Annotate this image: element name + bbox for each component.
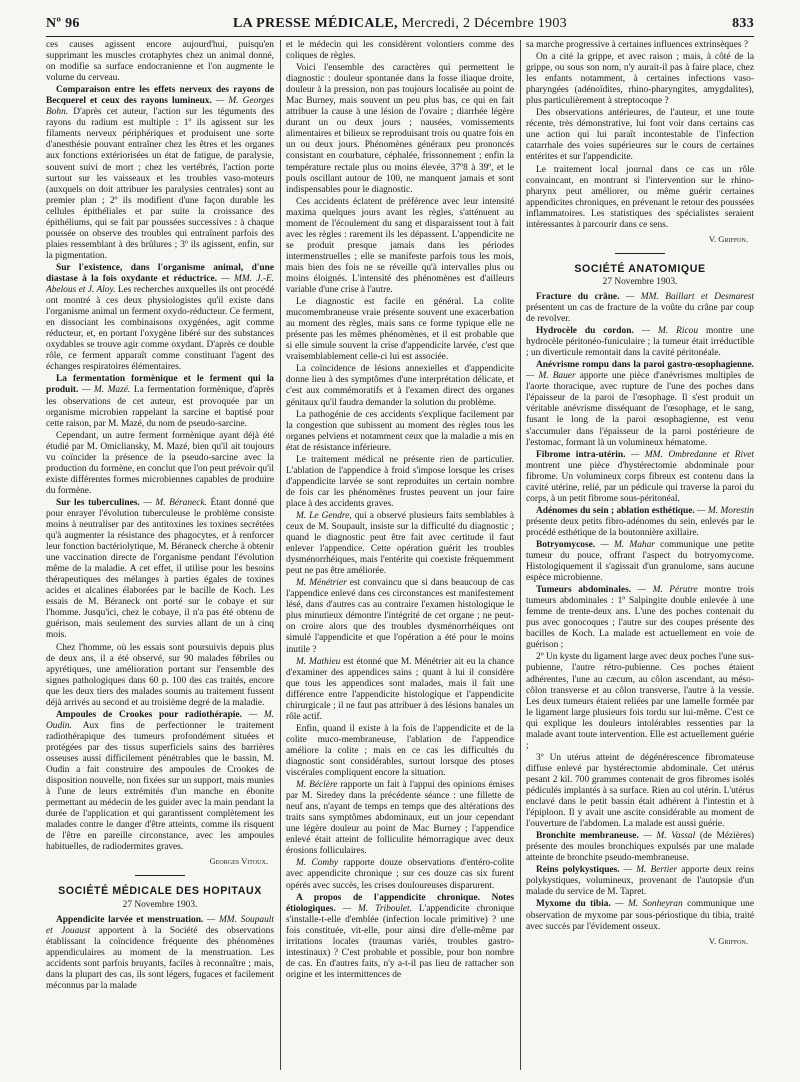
entry-hydrocele — [526, 326, 754, 359]
article-triboulet — [286, 893, 514, 981]
article-heading: Comparaison entre les effets nerveux des rayons de Becquerel et ceux des rayons lumineux. — [46, 85, 274, 107]
paragraph — [286, 858, 514, 891]
entry-heading: Adénomes du sein ; ablation esthétique. — [536, 505, 695, 516]
article-heading: Sur l'existence, dans l'organisme animal, d'une diastase à la fois oxydante et réductrice. — [46, 262, 274, 284]
article-heading: Ampoules de Crookes pour radiothérapie. — [56, 709, 242, 720]
entry-fracture — [526, 292, 754, 325]
paragraph-text: rapporte douze observations d'entéro-colite avec appendicite chronique ; sur ces douze cas six furent opérés avec succès, les crises douloureuses disparurent. — [286, 858, 514, 891]
column-divider — [280, 40, 281, 1070]
article-body: L'appendicite chronique s'installe-t-elle d'emblée (infection locale primitive) ? une fois constituée, vit-elle, pour ainsi dire d'elle-même par irritations locales (traumas variés, troubles gastro-intestinaux) ? C'est probable et possible, pour bon nombre de cas. En d'autres faits, n'y a-t-il pas lieu de rattacher son origine et les intermittences de — [286, 903, 514, 980]
section-rule — [135, 875, 185, 876]
page-number: 833 — [732, 16, 754, 31]
entry-bronchite — [526, 831, 754, 864]
speaker: M. Comby — [296, 858, 339, 869]
column-2 — [286, 40, 514, 1070]
entry-author: — M. Bauer — [526, 371, 576, 382]
signature: Georges Vitoux. — [209, 856, 268, 867]
paragraph: Des observations antérieures, de l'auteur, et une toute récente, très démonstrative, lui font voir dans certains cas une action qui lui paraît incontestable de l'infection catarrhale des voies supérieures sur le cours de certaines entérites et sur l'appendicite. — [526, 108, 754, 163]
article-abelous — [46, 263, 274, 373]
article-heading: A propos de l'appendicite chronique. Notes étiologiques. — [286, 892, 514, 914]
article-author: — M. Oudin. — [46, 709, 274, 731]
entry-heading: Tumeurs abdominales. — [536, 585, 632, 596]
article-author: — MM. Soupault et Jouaust — [46, 914, 274, 936]
entry-body: apporte une pièce d'anévrismes multiples de l'aorte thoracique, avec rupture de l'une des poches dans l'épaisseur de la paroi de l'œsophage. Il s'est produit un véritable anévrisme disséquant de l'œsophage, et le sang, fusant le long de la paroi œsophagienne, est venu s'accumuler dans l'épaisseur de la paroi postérieure de l'estomac, formant là un volumineux hématome. — [526, 371, 754, 448]
page-header — [46, 16, 754, 37]
paragraph-text: rapporte un fait à l'appui des opinions émises par M. Siredey dans la précédente séance : une fillette de neuf ans, n'ayant de temps en temps que des altérations des traits sans symptômes abdominaux, eut un jour cependant une légère douleur au point de Mac Burney ; l'appendice enlevé était atteint de folliculite hémorragique avec deux érosions folliculaires. — [286, 780, 514, 857]
paragraph: La coïncidence de lésions annexielles et d'appendicite donne lieu à des symptômes d'une interprétation délicate, et c'est aux commémoratifs et à l'examen direct des organes génitaux qu'il faudra demander la solution du problème. — [286, 364, 514, 408]
entry-body: communique une petite tumeur du pouce, offrant l'aspect du botryomycome. Histologiquement il s'agissait d'un granulome, sans aucune espèce microbienne. — [526, 539, 754, 584]
article-author: — M. Béraneck. — [143, 497, 207, 508]
speaker: M. Béclère — [296, 780, 338, 791]
issue-number: Nº 96 — [46, 16, 80, 31]
entry-myxome — [526, 899, 754, 932]
entry-heading: Hydrocèle du cordon. — [536, 326, 634, 337]
society-heading: SOCIÉTÉ ANATOMIQUE — [574, 262, 706, 275]
entry-author: — M. Sonheyran — [615, 899, 683, 910]
entry-reins — [526, 865, 754, 898]
entry-body: montre trois tumeurs abdominales : 1º Salpingite double enlevée à une femme de trente-deux ans. L'une des poches contenait du pus avec gonocoques ; l'autre sur des coupes présente des bacilles de Koch. La malade est actuellement en voie de guérison ; — [526, 585, 754, 651]
column-divider — [520, 40, 521, 1070]
article-oudin — [46, 710, 274, 854]
paragraph: Chez l'homme, où les essais sont poursuivis depuis plus de deux ans, il a été observé, sur 90 malades fébriles ou apyrétiques, une amélioration portant sur l'ensemble des signes pathologiques dans 60 p. 100 des cas traités, encore que les deux tiers des malades soumis au traitement fussent déjà arrivés au second et au troisième degré de la maladie. — [46, 642, 274, 708]
paragraph: Le diagnostic est facile en général. La colite mucomembraneuse vraie présente souvent une exacerbation au moment des règles, mais sans ce forme typique elle ne présente pas les mêmes phénomènes, et il est probable que si elle simule souvent la crise d'appendicite larvée, c'est que vraisemblablement celle-ci lui est associée. — [286, 297, 514, 363]
paragraph: Ces accidents éclatent de préférence avec leur intensité maxima quelques jours avant les règles, s'atténuent au moment de l'écoulement du sang et disparaissent tout à fait avec les règles : rarement ils les dépassent. L'appendicite ne se produit presque jamais dans les périodes intermenstruelles ; elle se manifeste parfois tous les mois, mais bien des fois ne se réveille qu'à intervalles plus ou moins éloignés. L'intensité des phénomènes est d'ailleurs variable d'une crise à l'autre. — [286, 196, 514, 296]
entry-heading: Bronchite membraneuse. — [536, 831, 639, 842]
speaker: M. Ménétrier — [296, 578, 347, 589]
entry-author: — M. Mahar — [600, 539, 655, 550]
article-maze — [46, 374, 274, 429]
paragraph: ces causes agissent encore aujourd'hui, puisqu'en supprimant les muscles crotaphytes chez un animal donné, on modifie sa surface endocranienne et l'on augmente le volume du cerveau. — [46, 40, 274, 84]
article-body: D'après cet auteur, l'action sur les téguments des rayons du radium est multiple : 1º ils agissent sur les filaments nerveux périphériques et produisent une sorte d'anesthésie pouvant entraîner chez les êtres et les organes aux fonctions extériorisées un état de fatigue, de paralysie, souvent suivi de mort ; chez les vertébrés, l'action porte surtout sur les vaisseaux et les troubles vaso-moteurs (auxquels on doit attribuer les paralysies centrales) sont au premier plan ; 2º ils modifient d'une façon durable les cellules épithéliales et par suite la croissance des épithéliums, qui se fait par poussées successives : à chaque poussée on observe des troubles qui entraînent parfois des plaies ressemblant à des brûlures ; 3º ils agissent, enfin, sur la pigmentation. — [46, 107, 274, 261]
paragraph: La pathogénie de ces accidents s'explique facilement par la congestion que subissent au moment des règles tous les organes pelviens et notamment ceux que la maladie a mis en état de résistance inférieure. — [286, 409, 514, 453]
paragraph — [286, 578, 514, 655]
entry-anevrisme — [526, 360, 754, 448]
journal-title: LA PRESSE MÉDICALE, — [233, 16, 398, 31]
paragraph — [286, 780, 514, 857]
column-1 — [46, 40, 274, 1070]
entry-body: présente deux petits fibro-adénomes du sein, enlevés par le procédé esthétique de la boutonnière axillaire. — [526, 516, 754, 538]
entry-adenomes — [526, 506, 754, 539]
entry-author: — M. Morestin — [697, 505, 754, 516]
session-date: 27 Novembre 1903. — [122, 899, 198, 910]
article-author: — M. Triboulet. — [342, 903, 412, 914]
entry-heading: Myxome du tibia. — [536, 899, 611, 910]
paragraph: Le traitement médical ne présente rien de particulier. L'ablation de l'appendice à froid s'impose lorsque les crises d'appendicite larvée se sont reproduites un certain nombre de fois car les phénomènes frustes peuvent un jour faire place à des accidents graves. — [286, 454, 514, 509]
paragraph — [286, 657, 514, 723]
paragraph-text: est convaincu que si dans beaucoup de cas l'appendice enlevé dans ces circonstances est manifestement lésé, dans d'autres cas au contraire l'examen histologique le plus minutieux démontre l'intégrité de cet organe ; ne peut-on croire alors que des troubles dysménorrhéiques ont simulé l'appendicite et que l'opération a été pour le moins inutile ? — [286, 578, 514, 655]
entry-author: — MM. Baillart et Desmarest — [625, 291, 754, 302]
signature: V. Griffon. — [708, 233, 748, 244]
speaker: M. Le Gendre, — [296, 510, 352, 521]
paragraph-text: est étonné que M. Ménétrier ait eu la chance d'examiner des appendices sains ; quant à lui il considère que tous les appendices sont malades, mais il fait une différence entre l'appendicite histologique et l'appendicite chirurgicale ; il ne faut pas attribuer à des lésions banales un rôle actif. — [286, 656, 514, 722]
paragraph: 3º Un utérus atteint de dégénérescence fibromateuse diffuse enlevé par hystérectomie abdominale. Cet utérus pesant 2 kil. 700 grammes contenait de gros fibromes isolés pédiculés implantés à sa surface. Rien au col utérin. L'utérus enclavé dans le petit bassin était adhérent à l'intestin et à l'épiploon. Il y avait une ascite considérable au moment de l'ouverture de l'abdomen. La malade est aussi guérie. — [526, 752, 754, 830]
entry-botryomycose — [526, 540, 754, 584]
session-date: 27 Novembre 1903. — [602, 276, 678, 287]
article-body: La fermentation formènique, d'après les observations de cet auteur, est provoquée par un organisme microbien rappelant la sarcine et baptisé pour cette raison, par M. Mazé, du nom de pseudo-sarcine. — [46, 385, 274, 429]
article-heading: La fermentation formènique et le ferment qui la produit. — [46, 374, 274, 396]
entry-heading: Fibrome intra-utérin. — [536, 449, 626, 460]
entry-body: communique une observation de myxome par sous-périostique du tibia, traité avec succès par l'évidement osseux. — [526, 899, 754, 932]
article-heading: Sur les tuberculines. — [56, 497, 140, 508]
entry-heading: Anévrisme rompu dans la paroi gastro-œsophagienne. — [536, 360, 754, 371]
section-rule — [615, 253, 665, 254]
paragraph — [286, 511, 514, 577]
article-soupault — [46, 915, 274, 992]
paragraph: Enfin, quand il existe à la fois de l'appendicite et de la colite muco-membraneuse, l'ablation de l'appendice améliore la colite ; mais en ce cas les difficultés du diagnostic sont considérables, surtout lorsque des ptoses viscérales compliquent encore la situation. — [286, 723, 514, 779]
entry-body: montrent une pièce d'hystérectomie abdominale pour fibrome. Un volumineux corps fibreux est contenu dans la cavité utérine, relié, par un pédicule qui traverse la paroi du corps, à un petit fibrome sous-péritonéal. — [526, 460, 754, 504]
entry-author: — M. Bertier — [623, 865, 678, 876]
entry-author: — M. Pérutre — [637, 585, 698, 596]
speaker: M. Mathieu — [296, 656, 341, 667]
article-body: Les recherches auxquelles ils ont procédé ont montré à ces deux physiologistes qu'il existe dans l'organisme animal un ferment oxydo-réducteur. Ce ferment, en dissociant les combinaisons oxygénées, agit comme réducteur, et, en portant l'oxygène libéré sur des substances oxydables se trouve agir comme oxydant. D'après ce double rôle, ce ferment apparaît comme constituant l'agent des échanges respiratoires élémentaires. — [46, 285, 274, 373]
paragraph: On a cité la grippe, et avec raison ; mais, à côté de la grippe, ou sous son nom, n'y aurait-il pas à faire place, chez les enfants notamment, à certaines infections vaso-pharyngées (adénoïdites, rhino-pharyngites, amygdalites), plus particulièrement à streptocoque ? — [526, 52, 754, 107]
paragraph: Voici l'ensemble des caractères qui permettent le diagnostic : douleur spontanée dans la fosse iliaque droite, douleur à la pression, non pas toujours localisée au point de Mac Burney, mais souvent un peu plus bas, ce qui en fait attribuer la cause à une lésion de l'ovaire ; diarrhée légère durant un ou deux jours ; nausées, vomissements alimentaires et bilieux se reproduisant trois ou quatre fois en un ou deux jours. Phénomènes généraux peu prononcés consistant en courbature, céphalée, frissonnement ; enfin la température rectale plus ou moins élevée, 37º8 à 39º, et le pouls oscillant autour de 100, ne manquent jamais et sont indispensables pour le diagnostic. — [286, 63, 514, 195]
paragraph: et le médecin qui les considèrent volontiers comme des coliques de règles. — [286, 40, 514, 62]
column-3 — [526, 40, 754, 1070]
entry-body: (de Mézières) présente des moules bronchiques expulsés par une malade atteinte de bronchite pseudo-membraneuse. — [526, 831, 754, 864]
society-heading: SOCIÉTÉ MÉDICALE DES HOPITAUX — [58, 885, 262, 898]
article-body: Aux fins de perfectionner le traitement radiothérapique des tumeurs profondément situées et protégées par des tissus superficiels sains des barrières osseuses aussi difficilement pénétrables que le bassin, M. Oudin a fait construire des ampoules de Crookes de disposition nouvelle, non fixées sur un support, mais munies à l'une de leurs extrémités d'un manche en ébonite permettant au médecin de les guider avec la main pendant la durée de l'application et qui garantissent complètement les malades contre le danger d'être atteints, comme ils risquent de l'être en pareille circonstance, avec les ampoules habituelles, de radiodermites graves. — [46, 720, 274, 853]
article-author: — M. Mazé. — [81, 385, 131, 396]
entry-heading: Reins polykystiques. — [536, 865, 620, 876]
entry-tumeurs — [526, 585, 754, 651]
entry-body: apporte deux reins polykystiques, volumineux, provenant de l'autopsie d'un malade du service de M. Tapret. — [526, 865, 754, 898]
signature: V. Griffon. — [708, 935, 748, 946]
paragraph: sa marche progressive à certaines influences extrinsèques ? — [526, 40, 749, 50]
entry-body: présentent un cas de fracture de la voûte du crâne par coup de revolver. — [526, 302, 754, 325]
article-body: Étant donné que pour enrayer l'évolution tuberculeuse le problème consiste moins à neutraliser par des antitoxines les toxines secrétées qu'à augmenter la résistance des phagocytes, et à renforcer leur fonction bactériolytique, M. Béraneck cherche à obtenir une vaccination directe de l'organisme pendant l'évolution même de la maladie. A cet effet, il utilise pour les besoins thérapeutiques des mélanges à parties égales de toxines acides et alcalines élaborées par le bacille de Koch. Les essais de M. Béraneck ont porté sur le cobaye et sur l'homme. Jusqu'ici, chez le cobaye, il n'a pas été obtenu de guérison, mais seulement des survies allant de un à cinq mois. — [46, 497, 274, 641]
paragraph: 2º Un kyste du ligament large avec deux poches l'une sus-pubienne, l'autre rétro-pubienne. Ces poches étaient adhérentes, l'une au cæcum, au côlon ascendant, au méso-côlon transverse et au côlon transverse, l'autre à la vessie. Les deux tumeurs étaient reliées par une lamelle formée par le ligament large plusieurs fois tordu sur lui-même. C'est ce qui explique les douleurs intolérables ressenties par la malade avant toute intervention. Elle est actuellement guérie ; — [526, 652, 754, 751]
article-author: — M. Georges Bohn. — [46, 96, 274, 118]
issue-date: Mercredi, 2 Décembre 1903 — [401, 16, 567, 31]
article-body: apportent à la Société des observations établissant la coïncidence fréquente des phénomènes appendiculaires au moment de la menstruation. Les accidents sont parfois bruyants, faciles à reconnaître ; mais, dans la plupart des cas, ils sont légers, fugaces et facilement méconnus par la malade — [46, 925, 274, 991]
article-beraneck — [46, 498, 274, 642]
article-author: — MM. J.-E. Abelous et J. Aloy. — [46, 273, 274, 296]
entry-author: — M. Ricou — [641, 326, 699, 337]
entry-heading: Fracture du crâne. — [536, 291, 620, 302]
article-heading: Appendicite larvée et menstruation. — [56, 914, 204, 925]
masthead — [46, 16, 754, 32]
entry-author: — M. Vassal — [643, 831, 696, 842]
paragraph: Le traitement local journal dans ce cas un rôle convaincant, en montrant si l'intervention sur le rhino-pharynx peut améliorer, ou même guérir certaines appendicites chroniques, en prévenant le retour des poussées inflammatoires. Les statistiques des spécialistes seraient intéressantes à parcourir dans ce sens. — [526, 164, 754, 230]
entry-fibrome — [526, 450, 754, 505]
entry-heading: Botryomycose. — [536, 539, 596, 550]
entry-body: montre une hydrocèle péritonéo-funiculaire ; la tumeur était irréductible ; un diverticule remontait dans la cavité péritonéale. — [526, 326, 754, 359]
article-bohn — [46, 85, 274, 262]
entry-author: — MM. Ombredanne et Rivet — [630, 449, 754, 460]
paragraph: Cependant, un autre ferment formènique ayant déjà été étudié par M. Omicliansky, M. Mazé, bien qu'il ait toujours vu coïncider la présence de la pseudo-sarcine avec la production du formène, en conclut que l'on peut prévoir qu'il existe différentes formes microbiennes capables de produire du formène. — [46, 430, 274, 496]
paragraph-text: qui a observé plusieurs faits semblables à ceux de M. Soupault, insiste sur la difficulté du diagnostic ; quand le diagnostic peut être fait avec certitude il faut enlever l'appendice. Cette opération guérit les troubles dysménorrhéiques, mais l'entérite qui coexiste fréquemment peut ne pas être améliorée. — [286, 510, 514, 577]
